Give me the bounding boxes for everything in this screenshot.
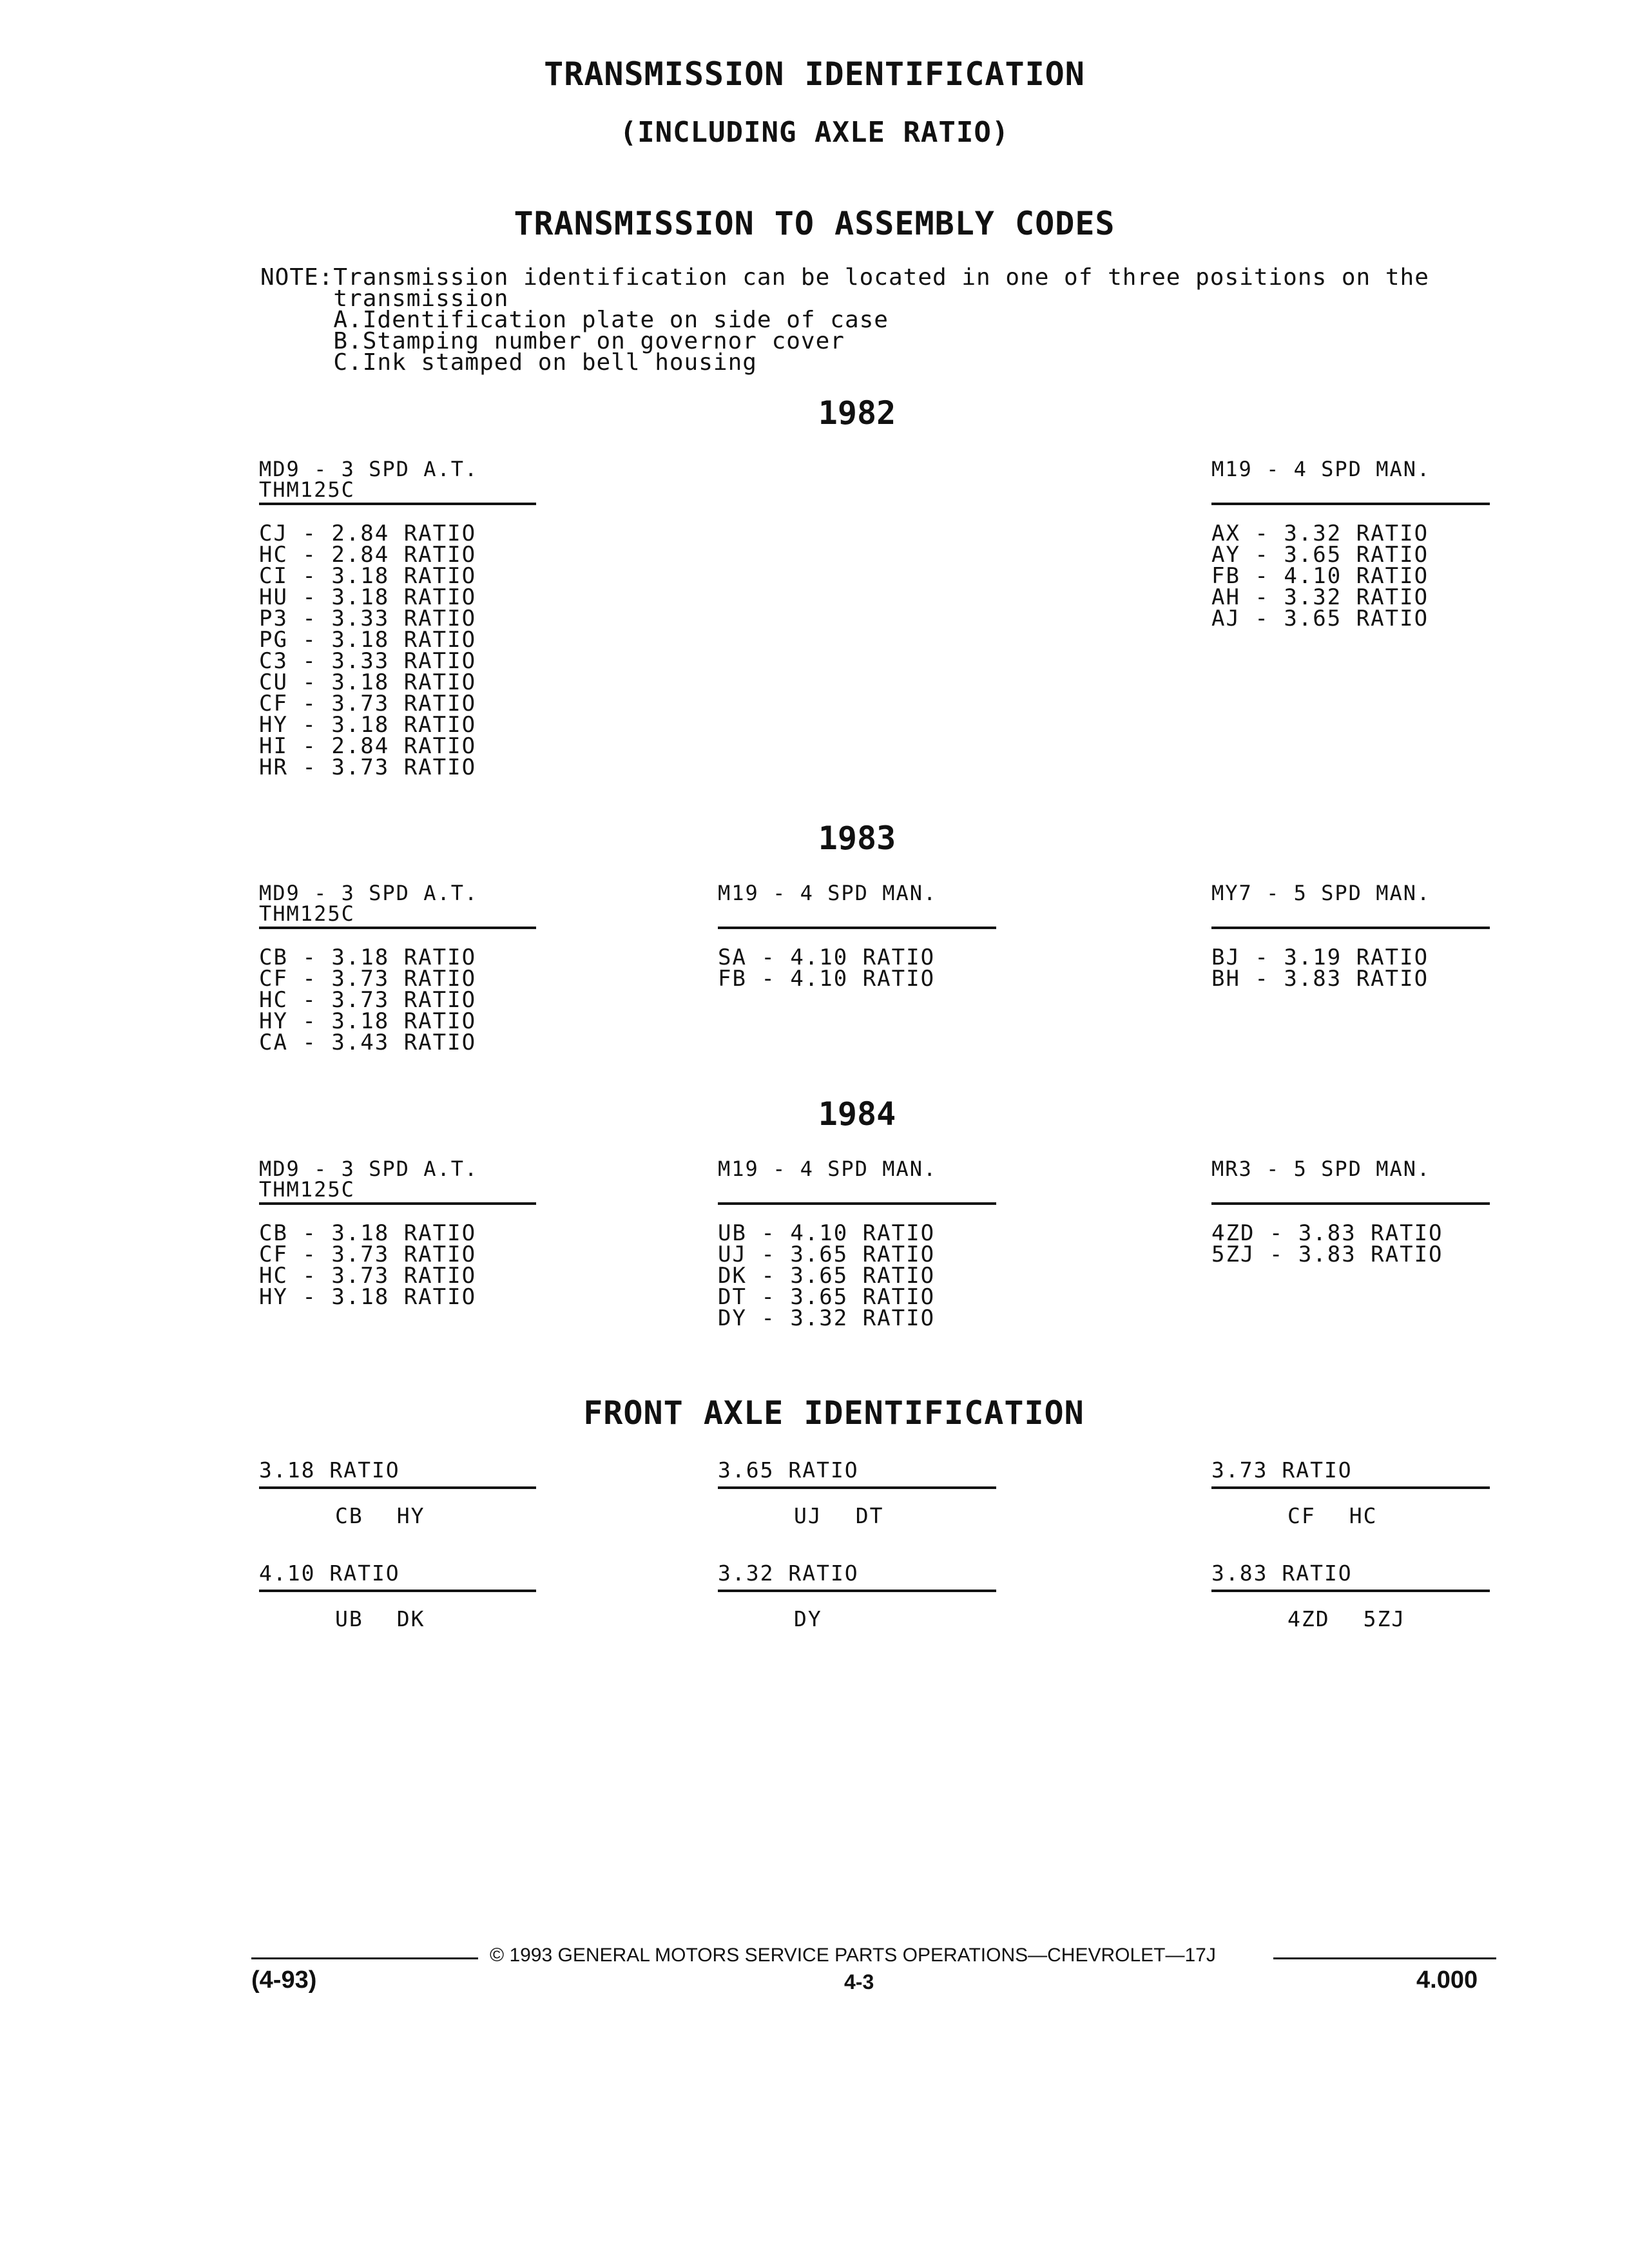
axle-group-365 <box>718 1457 996 1528</box>
list-item: SA - 4.10 RATIO <box>718 945 936 970</box>
block-header: MD9 - 3 SPD A.T. THM125C <box>259 1158 536 1205</box>
list-item: HY - 3.18 RATIO <box>259 1284 477 1310</box>
axle-ratio-label: 3.18 RATIO <box>259 1457 536 1489</box>
axle-group-410 <box>259 1561 536 1631</box>
list-item: FB - 4.10 RATIO <box>1211 563 1429 589</box>
list-item: C3 - 3.33 RATIO <box>259 648 477 674</box>
axle-ratio-label: 3.32 RATIO <box>718 1561 996 1592</box>
footer-rule-left <box>251 1957 478 1959</box>
axle-code: DT <box>855 1503 884 1528</box>
transmission-block-m19-1984 <box>718 1158 996 1329</box>
page-title: TRANSMISSION IDENTIFICATION <box>544 55 1085 93</box>
ratio-list <box>1211 947 1490 990</box>
note-block <box>260 264 1429 376</box>
block-header: MY7 - 5 SPD MAN. <box>1211 883 1490 929</box>
list-item: DT - 3.65 RATIO <box>718 1284 936 1310</box>
axle-code: CF <box>1287 1503 1316 1528</box>
footer-section-number: 4.000 <box>1416 1966 1478 1994</box>
axle-code: HY <box>396 1503 425 1528</box>
axle-ratio-label: 4.10 RATIO <box>259 1561 536 1592</box>
note-line: A.Identification plate on side of case <box>260 307 889 333</box>
note-line: transmission <box>260 285 509 312</box>
note-line: NOTE:Transmission identification can be located in one of three positions on the <box>260 264 1429 291</box>
list-item: BH - 3.83 RATIO <box>1211 966 1429 992</box>
footer-copyright: © 1993 GENERAL MOTORS SERVICE PARTS OPERATIONS—CHEVROLET—17J <box>490 1945 1216 1966</box>
list-item: UB - 4.10 RATIO <box>718 1220 936 1246</box>
list-item: HY - 3.18 RATIO <box>259 1008 477 1034</box>
list-item: CF - 3.73 RATIO <box>259 691 477 716</box>
axle-group-332 <box>718 1561 996 1631</box>
block-header: M19 - 4 SPD MAN. <box>718 1158 996 1205</box>
ratio-list <box>259 523 536 778</box>
list-item: AJ - 3.65 RATIO <box>1211 606 1429 631</box>
block-header: M19 - 4 SPD MAN. <box>718 883 996 929</box>
footer-rule-right <box>1273 1957 1496 1959</box>
transmission-block-m19-1982 <box>1211 459 1490 629</box>
axle-ratio-label: 3.83 RATIO <box>1211 1561 1490 1592</box>
axle-code: UJ <box>794 1503 822 1528</box>
axle-codes <box>718 1503 996 1528</box>
list-item: 4ZD - 3.83 RATIO <box>1211 1220 1443 1246</box>
section-title: TRANSMISSION TO ASSEMBLY CODES <box>514 205 1115 242</box>
ratio-list <box>1211 523 1490 629</box>
year-heading-1984: 1984 <box>818 1095 896 1133</box>
list-item: CB - 3.18 RATIO <box>259 1220 477 1246</box>
list-item: AH - 3.32 RATIO <box>1211 584 1429 610</box>
list-item: AX - 3.32 RATIO <box>1211 521 1429 546</box>
axle-code: CB <box>335 1503 363 1528</box>
note-line: B.Stamping number on governor cover <box>260 328 845 354</box>
front-axle-title: FRONT AXLE IDENTIFICATION <box>583 1394 1084 1432</box>
ratio-list <box>1211 1220 1490 1267</box>
list-item: AY - 3.65 RATIO <box>1211 542 1429 568</box>
axle-code: 5ZJ <box>1363 1606 1406 1631</box>
list-item: P3 - 3.33 RATIO <box>259 606 477 631</box>
block-header: MD9 - 3 SPD A.T. THM125C <box>259 883 536 929</box>
block-header: M19 - 4 SPD MAN. <box>1211 459 1490 505</box>
list-item: DY - 3.32 RATIO <box>718 1305 936 1331</box>
list-item: CA - 3.43 RATIO <box>259 1030 477 1055</box>
list-item: HC - 2.84 RATIO <box>259 542 477 568</box>
note-line: C.Ink stamped on bell housing <box>260 349 757 376</box>
list-item: UJ - 3.65 RATIO <box>718 1242 936 1267</box>
list-item: FB - 4.10 RATIO <box>718 966 936 992</box>
axle-codes <box>259 1606 536 1631</box>
axle-codes <box>718 1606 996 1631</box>
ratio-list <box>259 947 536 1053</box>
axle-group-383 <box>1211 1561 1490 1631</box>
footer-page-number: 4-3 <box>844 1970 874 1994</box>
list-item: HC - 3.73 RATIO <box>259 987 477 1013</box>
axle-group-373 <box>1211 1457 1490 1528</box>
axle-code: 4ZD <box>1287 1606 1330 1631</box>
list-item: CJ - 2.84 RATIO <box>259 521 477 546</box>
list-item: CU - 3.18 RATIO <box>259 669 477 695</box>
transmission-block-mr3-1984 <box>1211 1158 1490 1265</box>
footer-date: (4-93) <box>251 1966 317 1994</box>
page-subtitle: (INCLUDING AXLE RATIO) <box>619 116 1010 149</box>
list-item: HY - 3.18 RATIO <box>259 712 477 738</box>
list-item: CF - 3.73 RATIO <box>259 966 477 992</box>
list-item: PG - 3.18 RATIO <box>259 627 477 653</box>
transmission-block-md9-1983 <box>259 883 536 1053</box>
axle-code: DK <box>396 1606 425 1631</box>
ratio-list <box>718 947 996 990</box>
year-heading-1983: 1983 <box>818 820 896 857</box>
transmission-block-m19-1983 <box>718 883 996 990</box>
axle-group-318 <box>259 1457 536 1528</box>
transmission-block-my7-1983 <box>1211 883 1490 990</box>
axle-code: DY <box>794 1606 822 1631</box>
axle-ratio-label: 3.73 RATIO <box>1211 1457 1490 1489</box>
list-item: HC - 3.73 RATIO <box>259 1263 477 1289</box>
transmission-block-md9-1984 <box>259 1158 536 1308</box>
ratio-list <box>718 1220 996 1331</box>
list-item: CI - 3.18 RATIO <box>259 563 477 589</box>
axle-codes <box>1211 1503 1490 1528</box>
axle-codes <box>259 1503 536 1528</box>
block-header: MR3 - 5 SPD MAN. <box>1211 1158 1490 1205</box>
list-item: CF - 3.73 RATIO <box>259 1242 477 1267</box>
list-item: HU - 3.18 RATIO <box>259 584 477 610</box>
list-item: CB - 3.18 RATIO <box>259 945 477 970</box>
list-item: DK - 3.65 RATIO <box>718 1263 936 1289</box>
transmission-block-md9-1982 <box>259 459 536 778</box>
axle-ratio-label: 3.65 RATIO <box>718 1457 996 1489</box>
list-item: 5ZJ - 3.83 RATIO <box>1211 1242 1443 1267</box>
list-item: BJ - 3.19 RATIO <box>1211 945 1429 970</box>
list-item: HI - 2.84 RATIO <box>259 733 477 759</box>
axle-codes <box>1211 1606 1490 1631</box>
block-header: MD9 - 3 SPD A.T. THM125C <box>259 459 536 505</box>
year-heading-1982: 1982 <box>818 394 896 432</box>
axle-code: UB <box>335 1606 363 1631</box>
axle-code: HC <box>1349 1503 1378 1528</box>
list-item: HR - 3.73 RATIO <box>259 754 477 780</box>
ratio-list <box>259 1220 536 1310</box>
